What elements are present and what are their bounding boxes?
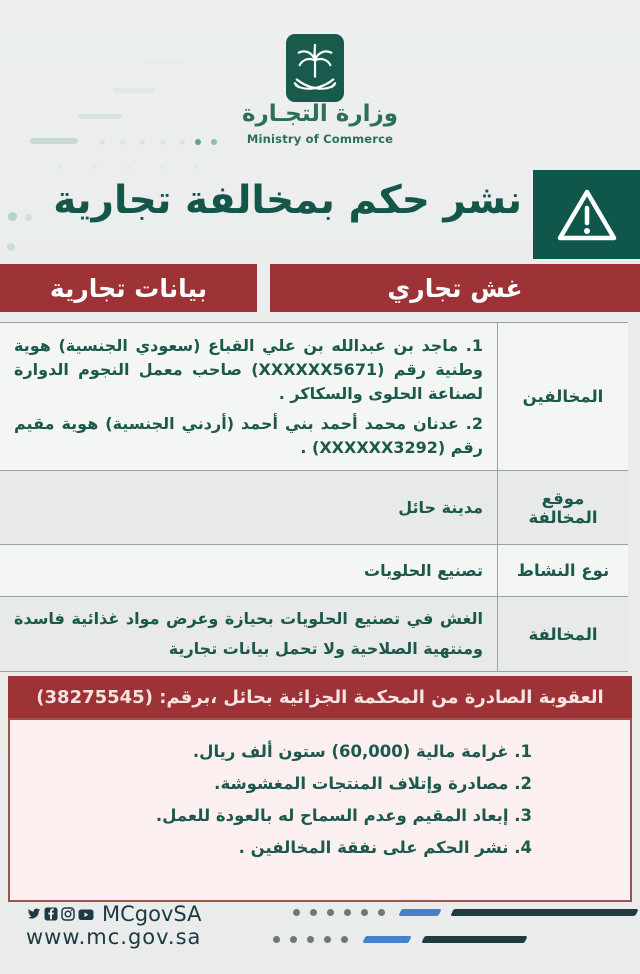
row-label-activity: نوع النشاط	[497, 545, 628, 596]
penalty-item-2: 2. مصادرة وإتلاف المنتجات المغشوشة.	[214, 774, 532, 793]
penalty-header: العقوبة الصادرة من المحكمة الجزائية بحائل ،برقم: (38275545)	[8, 676, 632, 718]
row-label-violators: المخالفين	[497, 323, 628, 470]
twitter-icon[interactable]	[26, 907, 41, 921]
deco-dash-blue	[362, 936, 411, 943]
palm-swords-icon	[292, 40, 338, 96]
table-row-location	[0, 471, 628, 545]
row-label-violation: المخالفة	[497, 597, 628, 671]
violator-1: 1. ماجد بن عبدالله بن علي القباع (سعودي الجنسية) هوية وطنية رقم (XXXXXX5671) صاحب معمل النجوم الدوارة لصناعة الحلوى والسكاكر .	[14, 335, 484, 403]
table-row-activity	[0, 545, 628, 597]
deco-row-1	[293, 909, 637, 916]
violators-details	[0, 323, 497, 470]
penalty-box	[8, 718, 632, 902]
deco-dot	[194, 165, 199, 170]
deco-dot	[160, 165, 165, 170]
penalty-item-1: 1. غرامة مالية (60,000) ستون ألف ريال.	[192, 742, 532, 761]
deco-dot	[293, 909, 300, 916]
facebook-icon[interactable]	[44, 907, 58, 921]
instagram-icon[interactable]	[61, 907, 75, 921]
row-label-location: موقع المخالفة	[497, 471, 628, 544]
deco-dash-dark	[450, 909, 638, 916]
deco-dot	[8, 212, 17, 221]
deco-dot	[273, 936, 280, 943]
warning-badge	[533, 170, 640, 259]
deco-dot	[307, 936, 314, 943]
deco-dot	[324, 936, 331, 943]
deco-dash-blue	[398, 909, 441, 916]
deco-dash	[145, 60, 185, 64]
warning-triangle-icon	[555, 186, 619, 244]
ministry-name-english: Ministry of Commerce	[246, 132, 394, 146]
social-row	[26, 902, 201, 926]
deco-dot	[7, 243, 15, 251]
deco-dot	[378, 909, 385, 916]
penalty-item-4: 4. نشر الحكم على نفقة المخالفين .	[238, 838, 532, 857]
ministry-name-arabic: وزارة التجـارة	[241, 101, 399, 127]
activity-type-value: تصنيع الحلويات	[363, 560, 483, 580]
violation-table	[0, 322, 628, 672]
deco-dash	[113, 88, 155, 93]
violator-2: 2. عدنان محمد أحمد بني أحمد (أردني الجنسية) هوية مقيم رقم (XXXXXX3292) .	[14, 413, 483, 457]
website-link[interactable]: www.mc.gov.sa	[26, 925, 202, 949]
deco-dash-dark	[421, 936, 527, 943]
deco-dot	[344, 909, 351, 916]
deco-dot	[341, 936, 348, 943]
tab-commercial-fraud: غش تجاري	[270, 264, 640, 312]
table-row-violation	[0, 597, 628, 672]
ministry-logo	[286, 34, 344, 102]
deco-dot	[25, 214, 32, 221]
youtube-icon[interactable]	[78, 908, 94, 921]
social-handle[interactable]: MCgovSA	[102, 902, 202, 926]
deco-dot	[361, 909, 368, 916]
deco-dot	[310, 909, 317, 916]
table-row-violators	[0, 323, 628, 471]
violation-description-value: الغش في تصنيع الحلويات بحيازة وعرض مواد غذائية فاسدة ومنتهية الصلاحية ولا تحمل بيانات تجارية	[14, 608, 483, 658]
deco-dot	[327, 909, 334, 916]
deco-dot	[290, 936, 297, 943]
deco-row-2	[273, 936, 526, 943]
penalty-item-3: 3. إبعاد المقيم وعدم السماح له بالعودة للعمل.	[155, 806, 532, 825]
deco-dot	[58, 165, 63, 170]
violation-location-value: مدينة حائل	[398, 497, 483, 517]
page-title: نشر حكم بمخالفة تجارية	[53, 178, 522, 223]
tab-commercial-data: بيانات تجارية	[0, 264, 257, 312]
deco-dot	[126, 165, 131, 170]
deco-dot	[92, 165, 97, 170]
